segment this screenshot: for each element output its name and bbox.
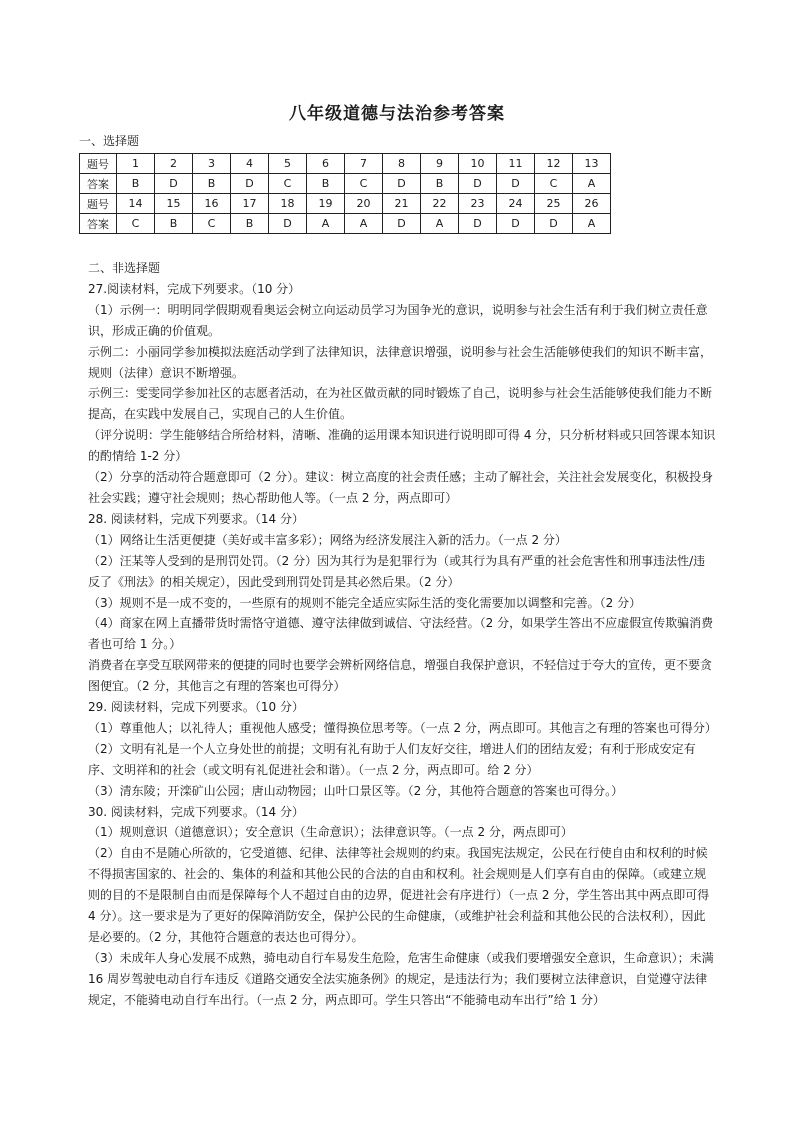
table-cell: 24: [497, 194, 535, 214]
table-cell: 8: [383, 154, 421, 174]
table-cell: D: [497, 214, 535, 234]
answer-paragraph: 二、非选择题: [88, 261, 161, 275]
answer-paragraph: （2）汪某等人受到的是刑罚处罚。（2 分）因为其行为是犯罪行为（或其行为具有严重的社会危害性和刑事违法性/违反了《刑法》的相关规定），因此受到刑罚处罚是其必然后果。（2 分）: [88, 553, 706, 589]
table-row: [80, 214, 611, 234]
table-cell: C: [345, 174, 383, 194]
answer-paragraph: 示例二：小丽同学参加模拟法庭活动学到了法律知识，法律意识增强，说明参与社会生活能够使我们的知识不断丰富，规则（法律）意识不断增强。: [88, 344, 713, 380]
answer-paragraph: （3）未成年人身心发展不成熟，骑电动自行车易发生危险，危害生命健康（或我们要增强安全意识，生命意识）；未满 16 周岁驾驶电动自行车违反《道路交通安全法实施条例》的规定，是违法行为；我们要树立法律意识，自觉遵守法律规定，不能骑电动自行车出行。（一点 2 分，两点即可。学生只答出“不能骑电动车出行”给 1 分）: [88, 950, 714, 1007]
table-cell: 19: [307, 194, 345, 214]
table-cell: 22: [421, 194, 459, 214]
table-cell: D: [269, 214, 307, 234]
table-cell: D: [383, 214, 421, 234]
table-row: [80, 154, 611, 174]
table-cell: 6: [307, 154, 345, 174]
table-cell: D: [383, 174, 421, 194]
answer-body: [88, 258, 716, 1011]
table-row-header: 答案: [80, 174, 117, 194]
table-row: [80, 194, 611, 214]
table-cell: C: [269, 174, 307, 194]
table-cell: B: [155, 214, 193, 234]
table-cell: 21: [383, 194, 421, 214]
table-row-header: 答案: [80, 214, 117, 234]
answer-paragraph: （1）尊重他人；以礼待人；重视他人感受；懂得换位思考等。（一点 2 分，两点即可。其他言之有理的答案也可得分）: [88, 720, 717, 735]
table-cell: D: [459, 174, 497, 194]
answer-paragraph: （2）文明有礼是一个人立身处世的前提；文明有礼有助于人们友好交往，增进人们的团结友爱；有利于形成安定有序、文明祥和的社会（或文明有礼促进社会和谐）。（一点 2 分，两点即可。给 2 分）: [88, 741, 696, 777]
answer-paragraph: （1）规则意识（道德意识）；安全意识（生命意识）；法律意识等。（一点 2 分，两点即可）: [88, 825, 573, 840]
answer-paragraph: （2）自由不是随心所欲的，它受道德、纪律、法律等社会规则的约束。我国宪法规定，公民在行使自由和权利的时候不得损害国家的、社会的、集体的利益和其他公民的合法的自由和权利。社会规则是人们享有自由的保障。（或建立规则的目的不是限制自由而是保障每个人不超过自由的边界，促进社会有序进行）（一点 2 分，学生答出其中两点即可得 4 分）。这一要求是为了更好的保障消防安全，保护公民的生命健康，（或维护社会利益和其他公民的合法权利），因此是必要的。（2 分，其他符合题意的表达也可得分）。: [88, 846, 710, 944]
table-cell: 12: [535, 154, 573, 174]
table-row: [80, 174, 611, 194]
table-cell: C: [117, 214, 155, 234]
table-cell: 3: [193, 154, 231, 174]
table-cell: 2: [155, 154, 193, 174]
answer-paragraph: （4）商家在网上直播带货时需恪守道德、遵守法律做到诚信、守法经营。（2 分，如果学生答出不应虚假宣传欺骗消费者也可给 1 分。）: [88, 616, 714, 652]
table-row-header: 题号: [80, 154, 117, 174]
table-cell: D: [497, 174, 535, 194]
answer-paragraph: （1）示例一：明明同学假期观看奥运会树立向运动员学习为国争光的意识，说明参与社会生活有利于我们树立责任意识，形成正确的价值观。: [88, 302, 708, 338]
answer-paragraph: 28. 阅读材料，完成下列要求。（14 分）: [88, 511, 304, 526]
answer-paragraph: 29. 阅读材料，完成下列要求。（10 分）: [88, 700, 304, 715]
table-cell: D: [535, 214, 573, 234]
table-cell: 15: [155, 194, 193, 214]
table-cell: 9: [421, 154, 459, 174]
table-cell: 5: [269, 154, 307, 174]
table-cell: C: [193, 214, 231, 234]
table-cell: A: [573, 214, 611, 234]
table-cell: 4: [231, 154, 269, 174]
table-cell: 26: [573, 194, 611, 214]
answer-paragraph: 27.阅读材料，完成下列要求。（10 分）: [88, 281, 301, 296]
table-cell: 13: [573, 154, 611, 174]
answer-paragraph: （3）规则不是一成不变的，一些原有的规则不能完全适应实际生活的变化需要加以调整和完善。（2 分）: [88, 595, 642, 610]
answer-paragraph: 示例三：雯雯同学参加社区的志愿者活动，在为社区做贡献的同时锻炼了自己，说明参与社会生活能够使我们能力不断提高，在实践中发展自己，实现自己的人生价值。: [88, 386, 713, 422]
table-cell: 20: [345, 194, 383, 214]
table-cell: D: [231, 174, 269, 194]
table-cell: 10: [459, 154, 497, 174]
table-cell: 7: [345, 154, 383, 174]
table-cell: 18: [269, 194, 307, 214]
answer-paragraph: 消费者在享受互联网带来的便捷的同时也要学会辨析网络信息，增强自我保护意识，不轻信过于夸大的宣传，更不要贪图便宜。（2 分，其他言之有理的答案也可得分）: [88, 658, 713, 694]
table-cell: A: [573, 174, 611, 194]
table-cell: 14: [117, 194, 155, 214]
answer-paragraph: 30. 阅读材料，完成下列要求。（14 分）: [88, 804, 304, 819]
table-cell: B: [193, 174, 231, 194]
table-cell: 23: [459, 194, 497, 214]
table-cell: D: [459, 214, 497, 234]
table-cell: D: [155, 174, 193, 194]
table-cell: 25: [535, 194, 573, 214]
answer-table: [79, 153, 611, 234]
table-cell: B: [117, 174, 155, 194]
table-row-header: 题号: [80, 194, 117, 214]
table-cell: A: [345, 214, 383, 234]
table-cell: B: [231, 214, 269, 234]
answer-paragraph: （3）清东陵；开滦矿山公园；唐山动物园；山叶口景区等。（2 分，其他符合题意的答案也可得分。）: [88, 783, 624, 798]
table-cell: 1: [117, 154, 155, 174]
table-cell: 16: [193, 194, 231, 214]
section-heading-choice: 一、选择题: [79, 134, 140, 148]
table-cell: B: [307, 174, 345, 194]
table-cell: B: [421, 174, 459, 194]
table-cell: C: [535, 174, 573, 194]
table-cell: A: [307, 214, 345, 234]
answer-paragraph: （评分说明：学生能够结合所给材料，清晰、准确的运用课本知识进行说明即可得 4 分，只分析材料或只回答课本知识的酌情给 1-2 分）: [88, 428, 716, 464]
page-title: 八年级道德与法治参考答案: [289, 104, 505, 124]
answer-paragraph: （2）分享的活动符合题意即可（2 分）。建议：树立高度的社会责任感；主动了解社会，关注社会发展变化，积极投身社会实践；遵守社会规则；热心帮助他人等。（一点 2 分，两点即可）: [88, 470, 714, 505]
answer-paragraph: （1）网络让生活更便捷（美好或丰富多彩）；网络为经济发展注入新的活力。（一点 2 分）: [88, 532, 567, 547]
table-cell: 11: [497, 154, 535, 174]
table-cell: A: [421, 214, 459, 234]
table-cell: 17: [231, 194, 269, 214]
